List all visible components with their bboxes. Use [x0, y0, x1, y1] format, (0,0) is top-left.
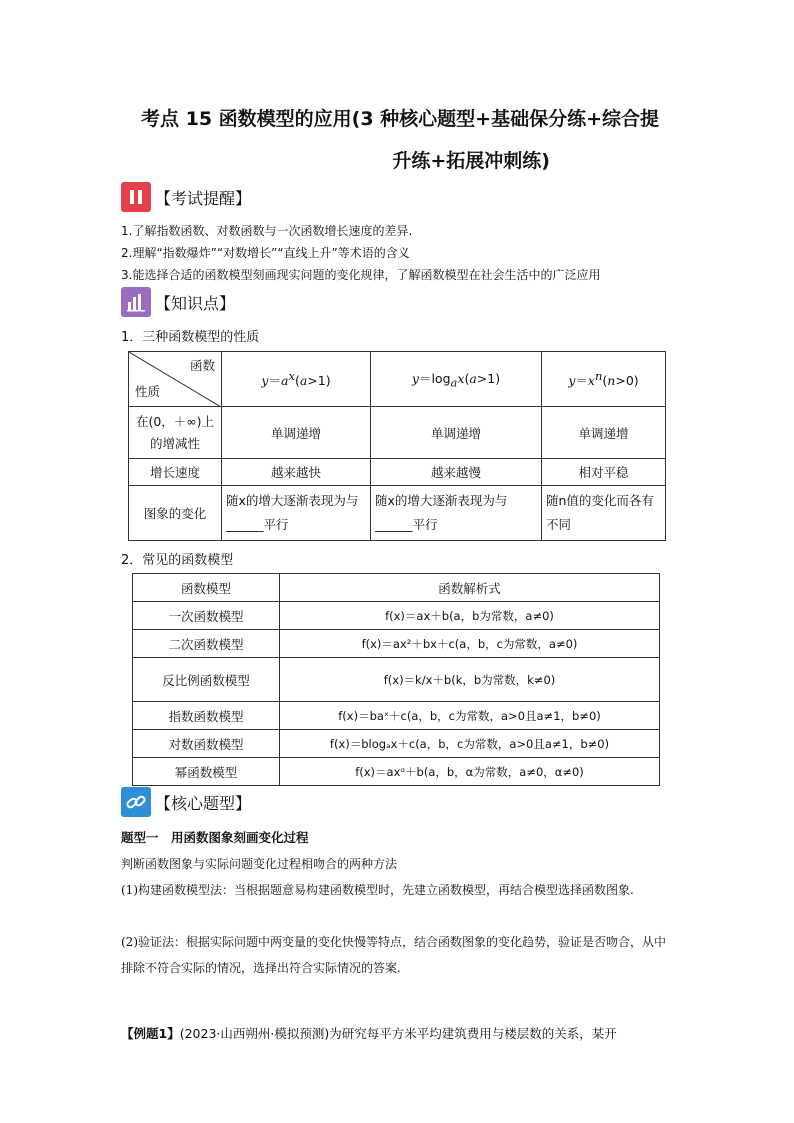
table-row — [133, 574, 660, 602]
header-log: $y=\log_ax(a>1)$ — [371, 352, 542, 407]
table-cell: 单调递增 — [222, 407, 371, 459]
diag-bottom-label: 性质 — [135, 384, 161, 399]
tip-2: 2.理解“指数爆炸”“对数增长”“直线上升”等术语的含义 — [121, 246, 410, 260]
link-icon — [121, 787, 151, 817]
header-formula: 函数解析式 — [280, 574, 660, 602]
section-tips-label: 【考试提醒】 — [155, 188, 252, 208]
table-row — [129, 352, 666, 407]
model-name: 二次函数模型 — [133, 630, 280, 658]
topic-1-heading: 题型一 用函数图象刻画变化过程 — [121, 830, 309, 845]
title-line-2: 升练+拓展冲刺练) — [392, 150, 550, 172]
kp1-heading: 1．三种函数模型的性质 — [121, 330, 260, 345]
table-row — [129, 407, 666, 459]
example-1-tag: 【例题1】 — [121, 1026, 180, 1041]
model-formula: f(x)＝baˣ＋c(a，b，c为常数，a>0且a≠1，b≠0) — [280, 702, 660, 730]
table-cell: 随x的增大逐渐表现为与______平行 — [222, 486, 371, 541]
kp2-heading: 2．常见的函数模型 — [121, 553, 234, 568]
section-core-header — [121, 787, 251, 817]
table-row — [133, 602, 660, 630]
model-name: 指数函数模型 — [133, 702, 280, 730]
table-cell: 随n值的变化而各有不同 — [542, 486, 666, 541]
table-row — [129, 459, 666, 486]
table-cell: 越来越快 — [222, 459, 371, 486]
table-row — [133, 702, 660, 730]
model-name: 一次函数模型 — [133, 602, 280, 630]
method-2: (2)验证法：根据实际问题中两变量的变化快慢等特点，结合函数图象的变化趋势，验证是否吻合，从中排除不符合实际的情况，选择出符合实际情况的答案. — [121, 935, 667, 975]
table-cell: 随x的增大逐渐表现为与______平行 — [371, 486, 542, 541]
table-cell: 相对平稳 — [542, 459, 666, 486]
tip-1: 1.了解指数函数、对数函数与一次函数增长速度的差异. — [121, 224, 413, 238]
title-line-1: 考点 15 函数模型的应用(3 种核心题型+基础保分练+综合提 — [140, 108, 660, 130]
diag-top-label: 函数 — [189, 358, 215, 373]
page-title — [110, 98, 690, 182]
model-name: 对数函数模型 — [133, 730, 280, 758]
section-knowledge-label: 【知识点】 — [155, 293, 236, 313]
table-row — [133, 630, 660, 658]
pause-bars-icon — [121, 182, 151, 212]
header-model: 函数模型 — [133, 574, 280, 602]
model-formula: f(x)＝ax²＋bx＋c(a，b，c为常数，a≠0) — [280, 630, 660, 658]
model-formula: f(x)＝axᵅ＋b(a，b，α为常数，a≠0，α≠0) — [280, 758, 660, 786]
table-cell: 越来越慢 — [371, 459, 542, 486]
model-formula: f(x)＝ax＋b(a，b为常数，a≠0) — [280, 602, 660, 630]
model-name: 反比例函数模型 — [133, 658, 280, 702]
model-formula: f(x)＝blogₐx＋c(a，b，c为常数，a>0且a≠1，b≠0) — [280, 730, 660, 758]
function-properties-table — [128, 351, 666, 541]
method-1: (1)构建函数模型法：当根据题意易构建函数模型时，先建立函数模型，再结合模型选择函数图象. — [121, 883, 634, 897]
table-row — [133, 758, 660, 786]
table-row — [133, 658, 660, 702]
example-1-text: (2023·山西朔州·模拟预测)为研究每平方米平均建筑费用与楼层数的关系，某开 — [179, 1026, 617, 1041]
table-cell: 单调递增 — [542, 407, 666, 459]
common-models-table — [132, 573, 660, 786]
example-1 — [121, 1021, 676, 1047]
method-intro: 判断函数图象与实际问题变化过程相吻合的两种方法 — [121, 857, 398, 871]
model-name: 幂函数模型 — [133, 758, 280, 786]
table-row — [129, 486, 666, 541]
section-knowledge-header — [121, 287, 235, 317]
diagonal-header-cell — [129, 352, 222, 407]
row-label: 图象的变化 — [129, 486, 222, 541]
table-row — [133, 730, 660, 758]
table-cell: 单调递增 — [371, 407, 542, 459]
bar-chart-icon — [121, 287, 151, 317]
header-exp: $y=a^x(a>1)$ — [222, 352, 371, 407]
model-formula: f(x)＝k/x＋b(k，b为常数，k≠0) — [280, 658, 660, 702]
section-tips-header — [121, 182, 251, 212]
tip-3: 3.能选择合适的函数模型刻画现实问题的变化规律，了解函数模型在社会生活中的广泛应用 — [121, 268, 601, 282]
row-label: 在(0，＋∞)上的增减性 — [129, 407, 222, 459]
section-core-label: 【核心题型】 — [155, 793, 252, 813]
header-power: $y=x^n(n>0)$ — [542, 352, 666, 407]
row-label: 增长速度 — [129, 459, 222, 486]
